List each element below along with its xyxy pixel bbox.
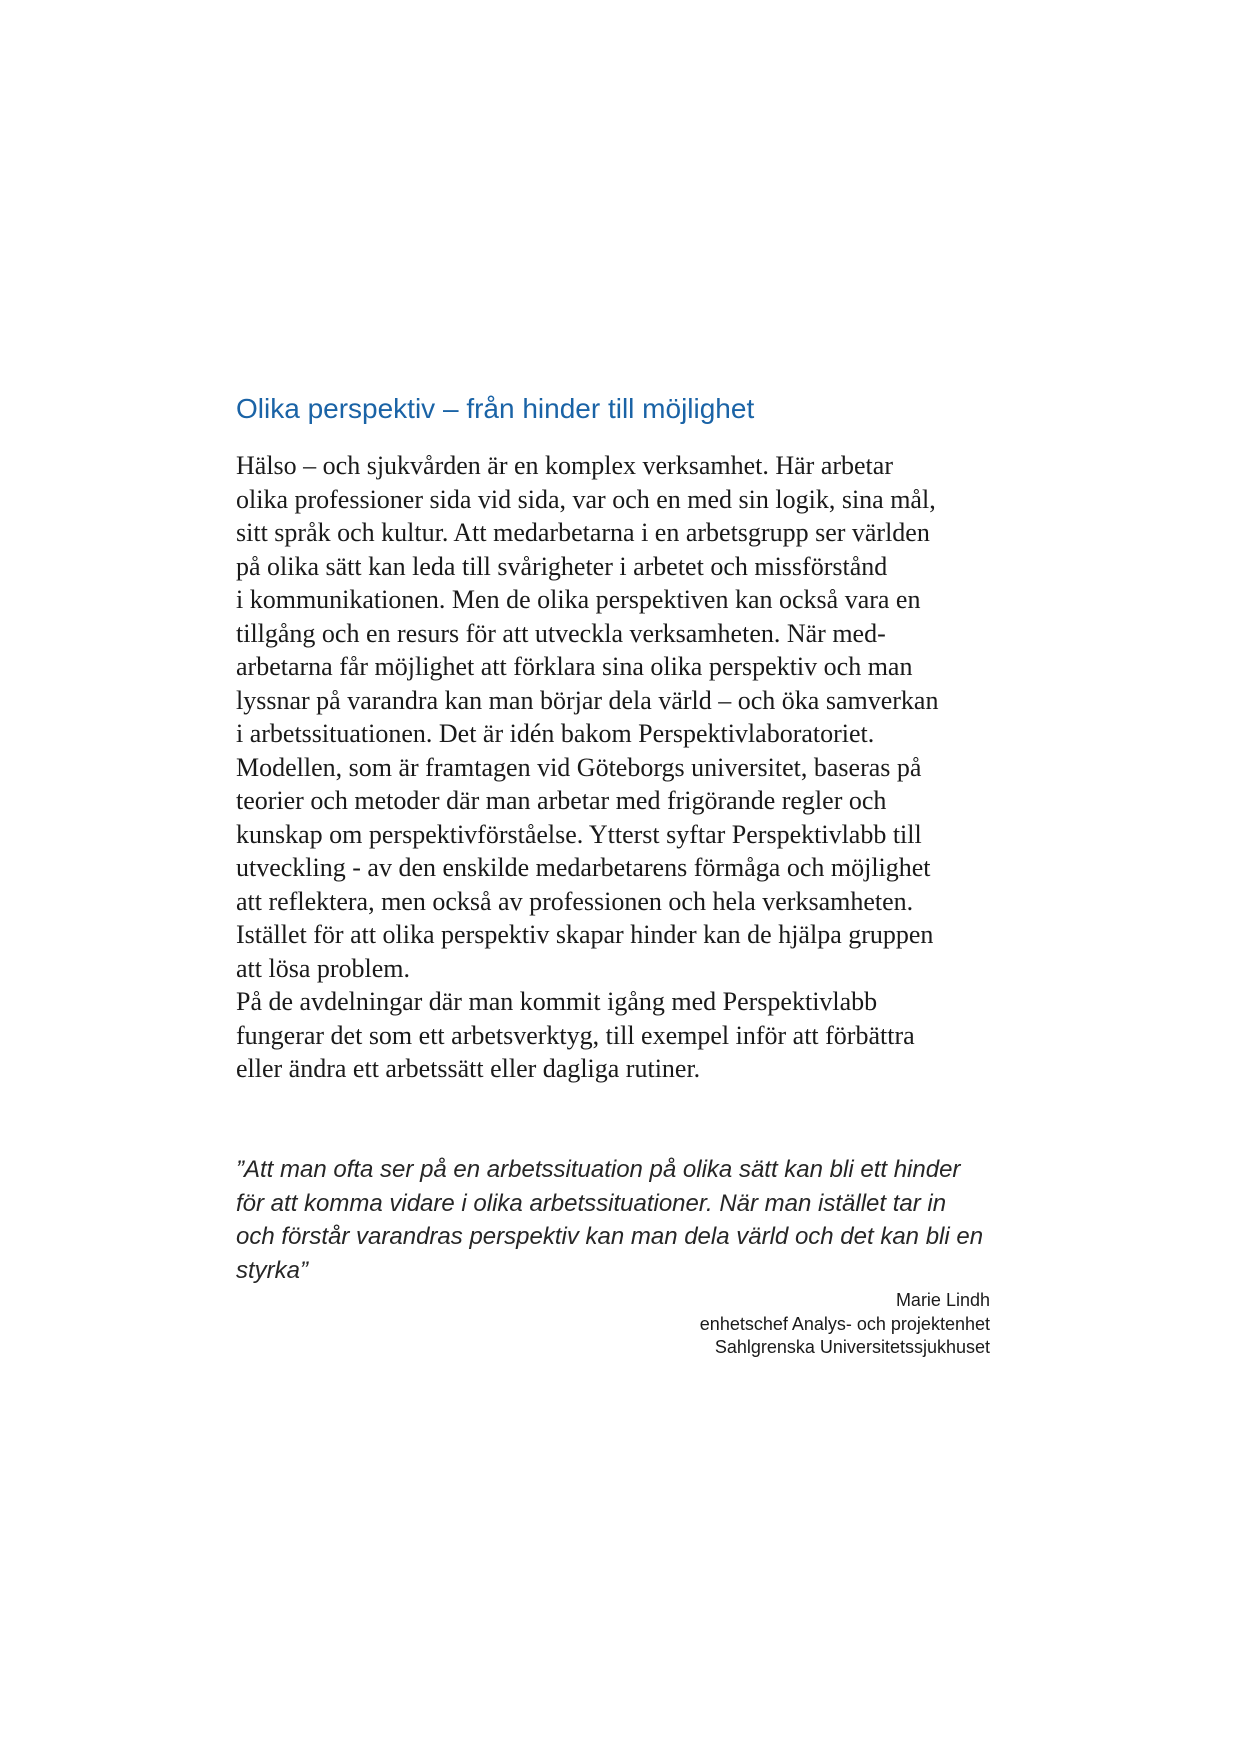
body-line: teorier och metoder där man arbetar med frigörande regler och [236,786,887,815]
body-line: eller ändra ett arbetssätt eller dagliga rutiner. [236,1054,701,1083]
body-line: tillgång och en resurs för att utveckla verksamheten. När med- [236,618,886,648]
body-line: sitt språk och kultur. Att medarbetarna i en arbetsgrupp ser världen [236,518,930,547]
body-line: att reflektera, men också av professionen och hela verksamheten. [236,886,914,916]
body-line: kunskap om perspektivförståelse. Ytterst syftar Perspektivlabb till [236,819,922,849]
body-line: olika professioner sida vid sida, var och en med sin logik, sina mål, [236,484,936,514]
body-line: i arbetssituationen. Det är idén bakom Perspektivlaboratoriet. [236,719,875,748]
quote-line: styrka” [236,1256,308,1284]
quote-attribution [700,1289,990,1360]
body-line: arbetarna får möjlighet att förklara sina olika perspektiv och man [236,652,913,681]
page-heading: Olika perspektiv – från hinder till möjlighet [236,393,755,424]
quote-line: ”Att man ofta ser på en arbetssituation på olika sätt kan bli ett hinder [236,1156,961,1183]
body-line: att lösa problem. [236,953,411,983]
body-line: På de avdelningar där man kommit igång med Perspektivlabb [236,987,878,1016]
pull-quote [236,1153,1016,1287]
body-line: utveckling - av den enskilde medarbetarens förmåga och möjlighet [236,853,931,882]
quote-line: och förstår varandras perspektiv kan man dela värld och det kan bli en [236,1223,984,1250]
body-text [236,449,1016,1086]
attribution-role: enhetschef Analys- och projektenhet [699,1313,990,1334]
body-line: Istället för att olika perspektiv skapar hinder kan de hjälpa gruppen [236,920,934,949]
body-line: Modellen, som är framtagen vid Göteborgs universitet, baseras på [236,752,922,782]
attribution-name: Marie Lindh [895,1290,990,1310]
quote-line: för att komma vidare i olika arbetssituationer. När man istället tar in [236,1189,947,1217]
body-line: lyssnar på varandra kan man börjar dela värld – och öka samverkan [236,685,939,715]
body-line: Hälso – och sjukvården är en komplex verksamhet. Här arbetar [236,451,893,480]
body-line: i kommunikationen. Men de olika perspektiven kan också vara en [236,585,921,614]
body-line: fungerar det som ett arbetsverktyg, till exempel inför att förbättra [236,1020,915,1050]
attribution-organization: Sahlgrenska Universitetssjukhuset [714,1337,990,1357]
body-line: på olika sätt kan leda till svårigheter i arbetet och missförstånd [236,551,888,581]
